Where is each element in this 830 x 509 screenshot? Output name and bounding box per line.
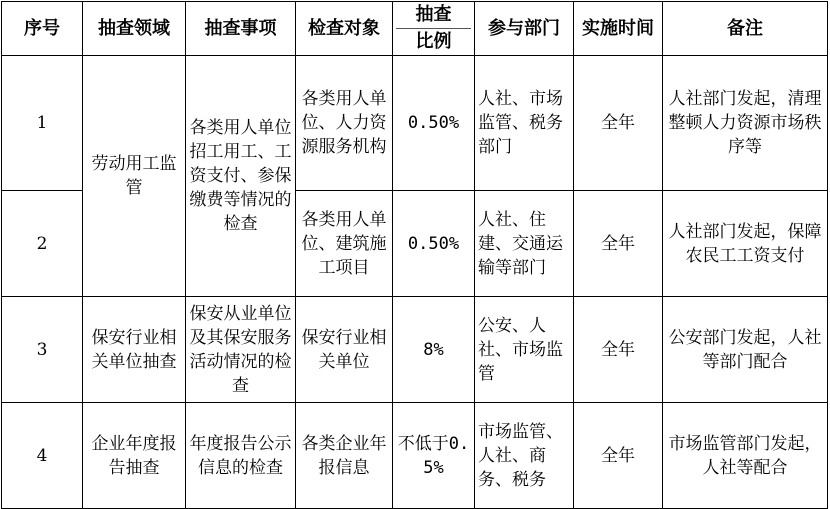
header-ratio-bottom: 比例: [415, 31, 452, 52]
cell-index: 2: [2, 191, 83, 297]
cell-item: 各类用人单位招工用工、工资支付、参保缴费等情况的检查: [186, 56, 296, 297]
cell-object: 保安行业相关单位: [296, 297, 393, 403]
cell-ratio: 0.50%: [393, 191, 475, 297]
cell-departments: 人社、市场监管、税务部门: [475, 56, 574, 191]
table-row: [2, 297, 828, 403]
header-remarks: 备注: [663, 2, 828, 56]
cell-index: 4: [2, 403, 83, 509]
cell-time: 全年: [574, 403, 663, 509]
cell-remarks: 人社部门发起，清理整顿人力资源市场秩序等: [663, 56, 828, 191]
header-time: 实施时间: [574, 2, 663, 56]
cell-ratio: 0.50%: [393, 56, 475, 191]
cell-ratio: 8%: [393, 297, 475, 403]
cell-time: 全年: [574, 191, 663, 297]
header-item: 抽查事项: [186, 2, 296, 56]
cell-ratio: 不低于0.5%: [393, 403, 475, 509]
header-object: 检查对象: [296, 2, 393, 56]
cell-object: 各类用人单位、人力资源服务机构: [296, 56, 393, 191]
cell-departments: 市场监管、人社、商务、税务: [475, 403, 574, 509]
cell-item: 保安从业单位及其保安服务活动情况的检查: [186, 297, 296, 403]
cell-time: 全年: [574, 56, 663, 191]
header-domain: 抽查领域: [83, 2, 186, 56]
inspection-table: [1, 1, 828, 509]
table-header-row: [2, 2, 828, 56]
cell-departments: 人社、住建、交通运输等部门: [475, 191, 574, 297]
cell-remarks: 公安部门发起，人社等部门配合: [663, 297, 828, 403]
cell-object: 各类用人单位、建筑施工项目: [296, 191, 393, 297]
cell-domain: 企业年度报告抽查: [83, 403, 186, 509]
cell-time: 全年: [574, 297, 663, 403]
cell-index: 1: [2, 56, 83, 191]
cell-item: 年度报告公示信息的检查: [186, 403, 296, 509]
header-ratio-top: 抽查: [396, 2, 471, 29]
cell-index: 3: [2, 297, 83, 403]
cell-domain: 劳动用工监管: [83, 56, 186, 297]
header-index: 序号: [2, 2, 83, 56]
header-ratio: [393, 2, 475, 56]
cell-object: 各类企业年报信息: [296, 403, 393, 509]
table-row: [2, 56, 828, 191]
cell-remarks: 人社部门发起，保障农民工工资支付: [663, 191, 828, 297]
header-departments: 参与部门: [475, 2, 574, 56]
cell-domain: 保安行业相关单位抽查: [83, 297, 186, 403]
table-row: [2, 403, 828, 509]
cell-remarks: 市场监管部门发起，人社等配合: [663, 403, 828, 509]
cell-departments: 公安、人社、市场监管: [475, 297, 574, 403]
